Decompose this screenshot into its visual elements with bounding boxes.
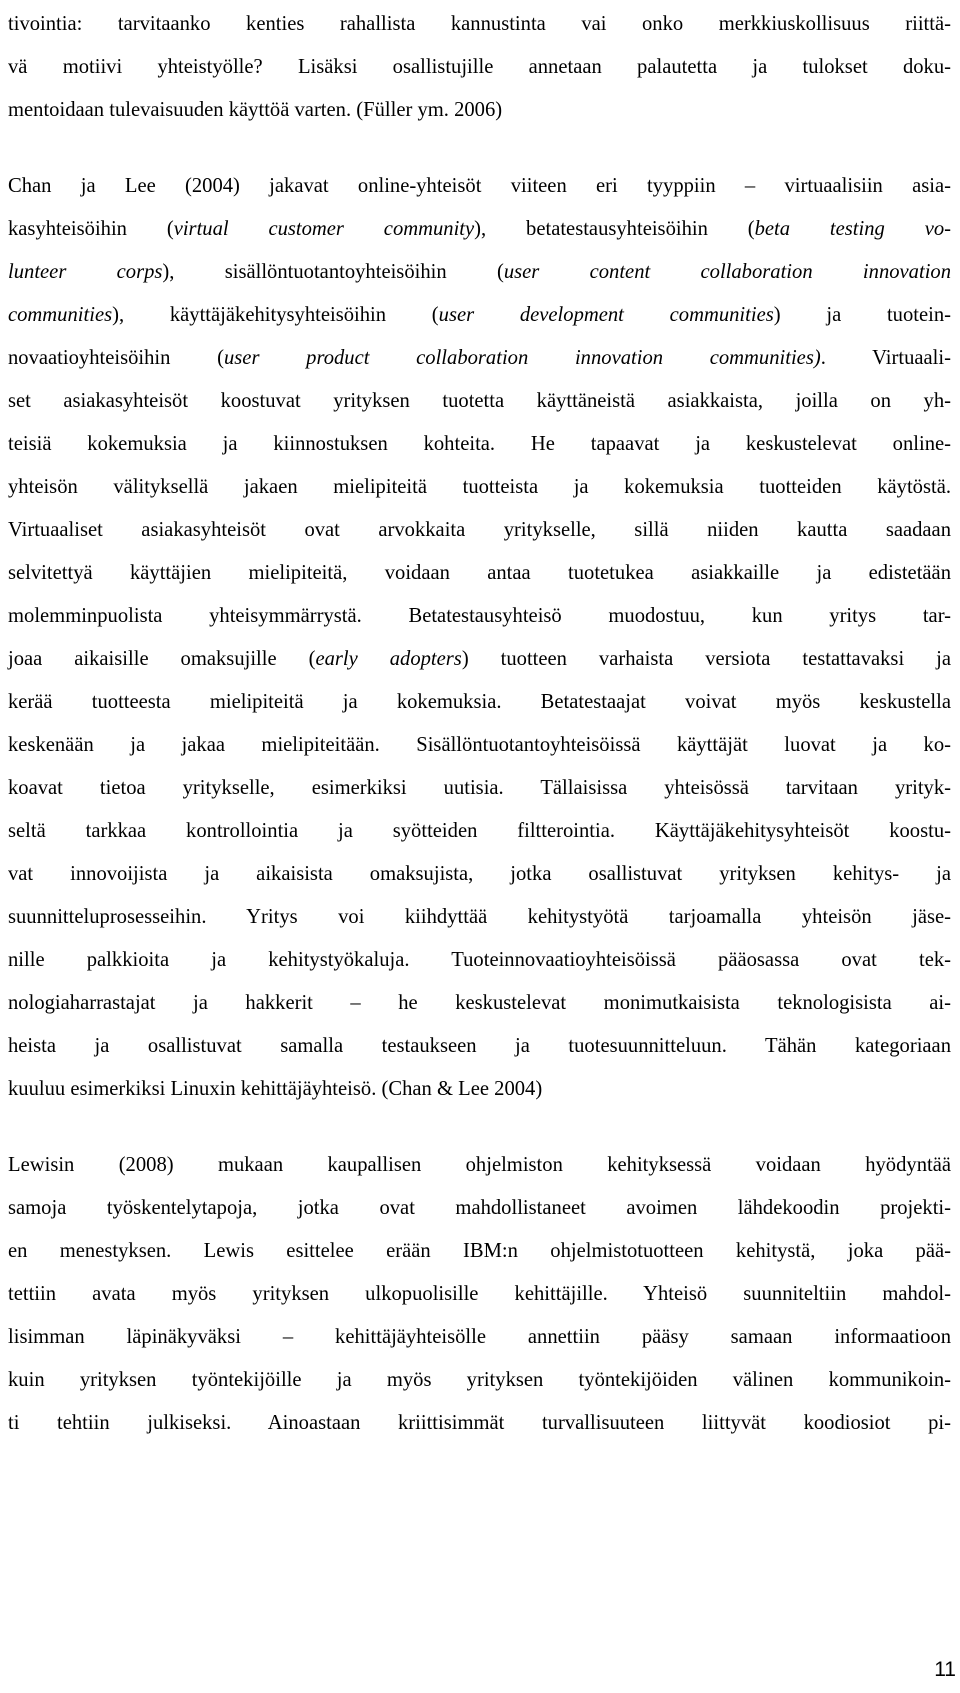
text-line [8,1026,951,1066]
text-run: kasyhteisöihin ( [8,218,174,240]
text-line [8,897,951,937]
text-line [8,424,951,464]
page-number: 11 [934,1658,956,1681]
text-run: Chan ja Lee (2004) jakavat online-yhteisöt viiteen eri tyyppiin – virtuaalisiin asia- [8,175,951,197]
text-run: vä motiivi yhteistyölle? Lisäksi osallistujille annetaan palautetta ja tulokset doku- [8,56,951,78]
text-run: ) tuotteen varhaista versiota testattavaksi ja [461,648,951,670]
text-run: samoja työskentelytapoja, jotka ovat mahdollistaneet avoimen lähdekoodin projekti- [8,1197,951,1219]
text-run: . Virtuaali- [820,347,951,369]
text-run: kerää tuotteesta mielipiteitä ja kokemuksia. Betatestaajat voivat myös keskustella [8,691,951,713]
text-run: kuin yrityksen työntekijöille ja myös yrityksen työntekijöiden välinen kommunikoin- [8,1369,951,1391]
italic-text: beta testing vo- [754,218,951,240]
text-run: vat innovoijista ja aikaisista omaksujista, jotka osallistuvat yrityksen kehitys- ja [8,863,951,885]
text-run: kuuluu esimerkiksi Linuxin kehittäjäyhteisö. (Chan & Lee 2004) [8,1078,543,1100]
text-run: ti tehtiin julkiseksi. Ainoastaan kriittisimmät turvallisuuteen liittyvät koodiosiot pi- [8,1412,951,1434]
text-line [8,209,951,249]
text-run: nologiaharrastajat ja hakkerit – he keskustelevat monimutkaisista teknologisista ai- [8,992,951,1014]
text-run: tivointia: tarvitaanko kenties rahallista kannustinta vai onko merkkiuskollisuus riittä- [8,13,951,35]
text-line [8,381,951,421]
text-line [8,553,951,593]
text-run: koavat tietoa yritykselle, esimerkiksi uutisia. Tällaisissa yhteisössä tarvitaan yrityk- [8,777,951,799]
text-run: keskenään ja jakaa mielipiteitään. Sisällöntuotantoyhteisöissä käyttäjät luovat ja ko- [8,734,951,756]
text-line [8,1231,951,1271]
text-run: novaatioyhteisöihin ( [8,347,224,369]
text-line [8,682,951,722]
text-run: molemminpuolista yhteisymmärrystä. Betatestausyhteisö muodostuu, kun yritys tar- [8,605,951,627]
text-line [8,1274,951,1314]
text-run: nille palkkioita ja kehitystyökaluja. Tuoteinnovaatioyhteisöissä pääosassa ovat tek- [8,949,951,971]
text-line [8,854,951,894]
text-line [8,1188,951,1228]
text-run: mentoidaan tulevaisuuden käyttöä varten. (Füller ym. 2006) [8,99,503,121]
italic-text: user product collaboration innovation communities) [224,347,821,369]
text-line [8,1145,951,1185]
text-run: Lewisin (2008) mukaan kaupallisen ohjelmiston kehityksessä voidaan hyödyntää [8,1154,951,1176]
text-line [8,1317,951,1357]
text-run: selvitettyä käyttäjien mielipiteitä, voidaan antaa tuotetukea asiakkaille ja edistetään [8,562,951,584]
text-run: ), sisällöntuotantoyhteisöihin ( [162,261,504,283]
italic-text: user content collaboration innovation [503,261,952,283]
text-run: heista ja osallistuvat samalla testaukseen ja tuotesuunnitteluun. Tähän kategoriaan [8,1035,951,1057]
text-run: yhteisön välityksellä jakaen mielipiteitä tuotteista ja kokemuksia tuotteiden käytöstä. [8,476,951,498]
text-line [8,510,951,550]
text-line [8,1403,951,1443]
text-line [8,47,951,87]
text-run: set asiakasyhteisöt koostuvat yrityksen tuotetta käyttäneistä asiakkaista, joilla on yh- [8,390,951,412]
text-run: ) ja tuotein- [773,304,951,326]
text-run: joaa aikaisille omaksujille ( [8,648,316,670]
text-line [8,725,951,765]
text-line [8,940,951,980]
text-line [8,639,951,679]
text-run: lisimman läpinäkyväksi – kehittäjäyhteisölle annettiin pääsy samaan informaatioon [8,1326,951,1348]
text-line [8,768,951,808]
text-run: seltä tarkkaa kontrollointia ja syötteiden filtterointia. Käyttäjäkehitysyhteisöt koostu- [8,820,951,842]
text-run: teisiä kokemuksia ja kiinnostuksen kohteita. He tapaavat ja keskustelevat online- [8,433,951,455]
text-run: suunnitteluprosesseihin. Yritys voi kiihdyttää kehitystyötä tarjoamalla yhteisön jäse- [8,906,951,928]
text-line [8,90,502,130]
text-line [8,467,951,507]
text-line [8,1360,951,1400]
text-line [8,338,951,378]
text-run: ), käyttäjäkehitysyhteisöihin ( [112,304,439,326]
text-run: en menestyksen. Lewis esittelee erään IBM:n ohjelmistotuotteen kehitystä, joka pää- [8,1240,951,1262]
text-line [8,811,951,851]
text-line [8,166,951,206]
text-line [8,983,951,1023]
text-line [8,4,951,44]
text-line [8,295,951,335]
italic-text: communities [8,304,113,326]
text-line [8,252,951,292]
text-line [8,596,951,636]
text-line [8,1069,542,1109]
text-run: ), betatestausyhteisöihin ( [474,218,755,240]
text-run: Virtuaaliset asiakasyhteisöt ovat arvokkaita yritykselle, sillä niiden kautta saadaan [8,519,951,541]
italic-text: virtual customer community [173,218,475,240]
italic-text: user development communities [438,304,774,326]
text-run: tettiin avata myös yrityksen ulkopuolisille kehittäjille. Yhteisö suunniteltiin mahdol- [8,1283,951,1305]
italic-text: early adopters [315,648,462,670]
italic-text: lunteer corps [8,261,163,283]
